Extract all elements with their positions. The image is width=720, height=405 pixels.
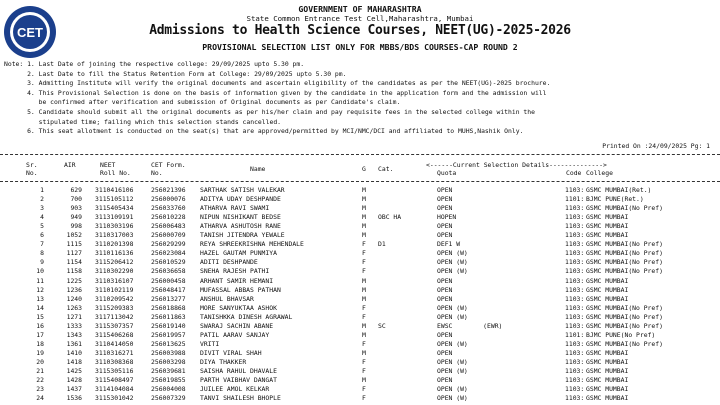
table-row (0, 358, 720, 367)
cell-cet: 256007329 (151, 394, 186, 403)
cell-quota: OPEN (437, 294, 453, 303)
cell-sr: 8 (40, 249, 44, 258)
cell-cet: 256036658 (151, 267, 186, 276)
cell-name: HAZEL GAUTAM PUNMIYA (200, 249, 277, 258)
cell-g: M (362, 376, 366, 385)
cell-cet: 256000076 (151, 195, 186, 204)
cell-quota: OPEN (W) (437, 303, 468, 312)
cell-college: BJMC PUNE(No Pref) (586, 330, 656, 339)
cell-sr: 15 (36, 312, 44, 321)
cell-air: 1425 (66, 367, 82, 375)
col-neet-roll: Roll No. (100, 169, 131, 177)
cell-sr: 13 (36, 294, 44, 303)
cell-neet: 3115405434 (95, 204, 134, 213)
cell-quota: OPEN (437, 222, 453, 231)
col-sr: Sr. (26, 161, 38, 169)
cell-code: 1101: (565, 195, 585, 204)
table-row (0, 213, 720, 222)
col-sr-no: No. (26, 169, 38, 177)
cell-code: 1103: (565, 294, 585, 303)
cell-sr: 18 (36, 339, 44, 348)
cell-g: F (362, 312, 366, 321)
cell-sr: 14 (36, 303, 44, 312)
cell-air: 1536 (66, 394, 82, 403)
table-row (0, 267, 720, 276)
cell-cet: 256004008 (151, 385, 186, 394)
cell-air: 1410 (66, 348, 82, 357)
cell-sr: 21 (36, 367, 44, 375)
cell-college: GSMC MUMBAI (586, 222, 629, 231)
cell-cat: OBC HA (378, 213, 402, 222)
cell-name: ADITI DESHPANDE (200, 258, 258, 267)
notes-block (4, 60, 716, 137)
cell-code: 1103: (565, 348, 585, 357)
note-line: stipulated time; failing which this selection stands cancelled. (4, 117, 282, 126)
cell-air: 1437 (66, 385, 82, 394)
cell-air: 1418 (66, 357, 82, 366)
cell-g: M (362, 204, 366, 213)
cell-quota: OPEN (437, 195, 453, 204)
cell-cat: D1 (378, 240, 386, 249)
cell-code: 1103: (565, 222, 585, 231)
cell-cet: 256021396 (151, 186, 186, 194)
cell-cet: 256048417 (151, 285, 186, 294)
cell-air: 1271 (66, 312, 82, 321)
cell-g: F (362, 267, 366, 276)
cell-college: GSMC MUMBAI(No Pref) (586, 258, 663, 267)
cell-quota: OPEN (W) (437, 312, 468, 321)
table-row (0, 258, 720, 267)
note-line: 4. This Provisional Selection is done on the basis of information given by the candidate in the application form and the admission will (4, 88, 547, 97)
cell-name: PATIL AARAV SANJAY (200, 330, 270, 339)
col-quota: Quota (437, 169, 457, 177)
cell-g: M (362, 294, 366, 303)
table-row (0, 322, 720, 331)
cell-name: TANVI SHAILESH BHOPLE (200, 394, 281, 403)
cell-cet: 256013625 (151, 339, 186, 348)
cell-air: 949 (70, 213, 82, 222)
cell-g: F (362, 394, 366, 403)
cell-quota: OPEN (W) (437, 394, 468, 403)
cell-college: GSMC MUMBAI(No Pref) (586, 339, 663, 348)
cell-code: 1103: (565, 186, 585, 194)
cell-college: GSMC MUMBAI(No Pref) (586, 240, 663, 249)
cell-name: TANISHKKA DINESH AGRAWAL (200, 312, 293, 321)
table-row (0, 195, 720, 204)
table-row (0, 367, 720, 376)
cell-sr: 22 (36, 376, 44, 385)
cell-college: GSMC MUMBAI(No Pref) (586, 321, 663, 330)
cell-neet: 3117113042 (95, 312, 134, 321)
cell-name: JUILEE AMOL KELKAR (200, 385, 270, 394)
cell-name: MUFASSAL ABBAS PATHAN (200, 285, 281, 294)
cell-neet: 3110414050 (95, 339, 134, 348)
cell-neet: 3115406268 (95, 330, 134, 339)
table-row (0, 204, 720, 213)
table-row (0, 231, 720, 240)
cell-name: TANISH JITENDRA YEWALE (200, 231, 285, 240)
cet-cell-heading: State Common Entrance Test Cell,Maharashtra, Mumbai (246, 14, 474, 23)
cell-code: 1103: (565, 339, 585, 348)
printed-on: Printed On :24/09/2025 Pg: 1 (602, 142, 710, 150)
cell-neet: 3114104084 (95, 385, 134, 394)
table-row (0, 186, 720, 195)
cell-air: 1236 (66, 285, 82, 294)
cell-quota: OPEN (W) (437, 367, 468, 375)
cell-quota: OPEN (W) (437, 385, 468, 394)
table-row (0, 331, 720, 340)
cell-college: GSMC MUMBAI (586, 348, 629, 357)
table-row (0, 376, 720, 385)
cell-code: 1103: (565, 385, 585, 394)
cell-name: DIYA THAKKER (200, 357, 247, 366)
cell-air: 629 (70, 186, 82, 194)
cell-code: 1103: (565, 303, 585, 312)
cell-air: 1127 (66, 249, 82, 258)
cell-quota: OPEN (437, 204, 453, 213)
cell-name: ADITYA UDAY DESHPANDE (200, 195, 281, 204)
cell-sr: 1 (40, 186, 44, 194)
cell-sr: 20 (36, 357, 44, 366)
cell-name: SAISHA RAHUL DHAVALE (200, 367, 277, 375)
cell-name: DIVIT VIRAL SHAH (200, 348, 262, 357)
cell-neet: 3115105112 (95, 195, 134, 204)
cell-neet: 3115408497 (95, 376, 134, 385)
col-air: AIR (64, 161, 76, 169)
cell-code: 1103: (565, 240, 585, 249)
cell-code: 1103: (565, 312, 585, 321)
cell-g: M (362, 330, 366, 339)
cell-sr: 23 (36, 385, 44, 394)
table-row (0, 249, 720, 258)
table-row (0, 349, 720, 358)
cell-quota: OPEN (W) (437, 339, 468, 348)
cell-name: NIPUN NISHIKANT BEDSE (200, 213, 281, 222)
cell-sr: 4 (40, 213, 44, 222)
cell-college: GSMC MUMBAI (586, 213, 629, 222)
cell-g: M (362, 231, 366, 240)
cell-g: F (362, 240, 366, 249)
cell-air: 998 (70, 222, 82, 231)
cell-air: 1263 (66, 303, 82, 312)
cell-college: GSMC MUMBAI (586, 357, 629, 366)
cell-code: 1103: (565, 267, 585, 276)
note-line: 6. This seat allotment is conducted on the seat(s) that are approved/permitted by MCI/NMC/DCI and affiliated to MUHS,Nashik Only. (4, 127, 524, 136)
cell-neet: 3110201398 (95, 240, 134, 249)
cell-quota: OPEN (437, 186, 453, 194)
cell-cet: 256003988 (151, 348, 186, 357)
cell-college: BJMC PUNE(Ret.) (586, 195, 644, 204)
col-gender: G (362, 165, 366, 173)
table-row (0, 286, 720, 295)
cell-neet: 3110302290 (95, 267, 134, 276)
cell-cet: 256010529 (151, 258, 186, 267)
cell-g: F (362, 303, 366, 312)
cell-college: GSMC MUMBAI (586, 367, 629, 375)
cell-sr: 24 (36, 394, 44, 403)
cell-college: GSMC MUMBAI(Ret.) (586, 186, 652, 194)
cell-air: 1115 (66, 240, 82, 249)
col-category: Cat. (378, 165, 394, 173)
cell-neet: 3110316107 (95, 276, 134, 285)
cell-quota: OPEN (437, 376, 453, 385)
cell-quota: OPEN (437, 276, 453, 285)
cell-neet: 3110416106 (95, 186, 134, 194)
cell-name: ARHANT SAMIR HEMANI (200, 276, 274, 285)
cell-air: 1428 (66, 376, 82, 385)
cell-college: GSMC MUMBAI(No Pref) (586, 249, 663, 258)
cell-code: 1103: (565, 367, 585, 375)
cell-air: 1052 (66, 231, 82, 240)
cell-neet: 3110308368 (95, 357, 134, 366)
cell-cet: 256018868 (151, 303, 186, 312)
cell-g: F (362, 249, 366, 258)
cell-g: M (362, 186, 366, 194)
cell-air: 1154 (66, 258, 82, 267)
cell-g: M (362, 348, 366, 357)
table-row (0, 394, 720, 403)
cell-quota: OPEN (W) (437, 249, 468, 258)
cell-code: 1103: (565, 213, 585, 222)
cell-neet: 3115206412 (95, 258, 134, 267)
cell-cet: 256033760 (151, 204, 186, 213)
cell-code: 1101: (565, 330, 585, 339)
cell-code: 1103: (565, 285, 585, 294)
cell-code: 1103: (565, 394, 585, 403)
cell-cet: 256003298 (151, 357, 186, 366)
table-row (0, 385, 720, 394)
cell-quota: OPEN (W) (437, 258, 468, 267)
cell-sr: 12 (36, 285, 44, 294)
cell-g: F (362, 339, 366, 348)
col-college: College (586, 169, 613, 177)
note-line: 2. Last Date to fill the Status Retention Form at College: 29/09/2025 upto 5.30 pm. (4, 69, 347, 78)
cell-air: 1343 (66, 330, 82, 339)
cell-sr: 11 (36, 276, 44, 285)
cell-sr: 5 (40, 222, 44, 231)
cell-cet: 256019957 (151, 330, 186, 339)
government-heading: GOVERNMENT OF MAHARASHTRA (298, 4, 422, 14)
cell-quota: OPEN (W) (437, 357, 468, 366)
col-neet: NEET (100, 161, 116, 169)
cell-college: GSMC MUMBAI (586, 394, 629, 403)
table-row (0, 295, 720, 304)
cell-cet: 256029299 (151, 240, 186, 249)
cell-cet: 256006483 (151, 222, 186, 231)
logo-text: CET (17, 25, 43, 40)
cell-sr: 10 (36, 267, 44, 276)
cell-name: VRITI (200, 339, 220, 348)
cell-sr: 7 (40, 240, 44, 249)
cell-neet: 3115307357 (95, 321, 134, 330)
cell-air: 1158 (66, 267, 82, 276)
page-title: Admissions to Health Science Courses, NEET(UG)-2025-2026 (149, 23, 571, 38)
cell-air: 903 (70, 204, 82, 213)
cell-air: 1225 (66, 276, 82, 285)
cell-quota: OPEN (437, 330, 453, 339)
cell-g: M (362, 195, 366, 204)
cell-college: GSMC MUMBAI (586, 231, 629, 240)
cell-air: 1240 (66, 294, 82, 303)
cell-quota: HOPEN (437, 213, 457, 222)
cell-code: 1103: (565, 249, 585, 258)
list-subtitle: PROVISIONAL SELECTION LIST ONLY FOR MBBS/BDS COURSES-CAP ROUND 2 (202, 42, 518, 52)
cell-g: M (362, 285, 366, 294)
cell-code: 1103: (565, 357, 585, 366)
note-line: be confirmed after verification and submission of Original documents as per Candidate's claim. (4, 98, 401, 107)
cell-neet: 3113109191 (95, 213, 134, 222)
cell-code: 1103: (565, 376, 585, 385)
cell-air: 1361 (66, 339, 82, 348)
cell-cet: 256010228 (151, 213, 186, 222)
table-row (0, 304, 720, 313)
cell-cet: 256019140 (151, 321, 186, 330)
cell-code: 1103: (565, 321, 585, 330)
cell-quota: OPEN (437, 348, 453, 357)
cell-name: ATHARVA ASHUTOSH RANE (200, 222, 281, 231)
cell-quota: DEF1 W (437, 240, 461, 249)
cell-college: GSMC MUMBAI(No Pref) (586, 204, 663, 213)
cell-name: SNEHA RAJESH PATHI (200, 267, 270, 276)
table-row (0, 340, 720, 349)
cell-college: GSMC MUMBAI(No Pref) (586, 312, 663, 321)
cell-sr: 9 (40, 258, 44, 267)
cell-sr: 17 (36, 330, 44, 339)
cell-cet: 256013277 (151, 294, 186, 303)
cell-name: PARTH VAIBHAV DANGAT (200, 376, 277, 385)
col-cet-no: No. (151, 169, 163, 177)
divider-header (0, 181, 720, 182)
cell-name: ATHARVA RAVI SWAMI (200, 204, 270, 213)
cell-name: SWARAJ SACHIN ABANE (200, 321, 274, 330)
cell-neet: 3110102119 (95, 285, 134, 294)
cell-name: REYA SHREEKRISHNA MEHENDALE (200, 240, 304, 249)
cell-neet: 3110209542 (95, 294, 134, 303)
col-cet: CET Form. (151, 161, 186, 169)
cell-g: F (362, 258, 366, 267)
note-line: Note: 1. Last Date of joining the respective college: 29/09/2025 upto 5.30 pm. (4, 60, 305, 68)
cell-cet: 256039681 (151, 367, 186, 375)
cell-air: 1333 (66, 321, 82, 330)
cell-g: M (362, 276, 366, 285)
cell-cet: 256019855 (151, 376, 186, 385)
table-row (0, 240, 720, 249)
table-row (0, 222, 720, 231)
cell-college: GSMC MUMBAI (586, 385, 629, 394)
cell-code: 1103: (565, 276, 585, 285)
cell-air: 700 (70, 195, 82, 204)
cell-neet: 3115209383 (95, 303, 134, 312)
table-row (0, 313, 720, 322)
cell-neet: 3110317003 (95, 231, 134, 240)
cell-neet: 3110116136 (95, 249, 134, 258)
cell-g: M (362, 222, 366, 231)
cell-neet: 3110316271 (95, 348, 134, 357)
cell-quota: OPEN (W) (437, 267, 468, 276)
cell-g: M (362, 321, 366, 330)
col-code: Code (566, 169, 582, 177)
cell-cet: 256000709 (151, 231, 186, 240)
cell-code: 1103: (565, 258, 585, 267)
col-name: Name (250, 165, 266, 173)
cell-college: GSMC MUMBAI(No Pref) (586, 267, 663, 276)
cell-g: M (362, 213, 366, 222)
cell-college: GSMC MUMBAI (586, 285, 629, 294)
cell-sr: 19 (36, 348, 44, 357)
cell-code: 1103: (565, 204, 585, 213)
table-row (0, 277, 720, 286)
cell-g: F (362, 357, 366, 366)
cell-quota: OPEN (437, 231, 453, 240)
cell-sr: 6 (40, 231, 44, 240)
cell-neet: 3110303196 (95, 222, 134, 231)
note-line: 3. Admitting Institute will verify the original documents and ascertain eligibility of the candidates as per the NEET(UG)-2025 brochure. (4, 79, 551, 88)
cell-college: GSMC MUMBAI (586, 294, 629, 303)
cell-college: GSMC MUMBAI (586, 276, 629, 285)
cell-neet: 3115301042 (95, 394, 134, 403)
divider-top (0, 154, 720, 155)
col-selection-details: <------Current Selection Details--------------> (426, 161, 607, 169)
cell-cet: 256011863 (151, 312, 186, 321)
cell-g: F (362, 385, 366, 394)
cell-cet: 256023084 (151, 249, 186, 258)
cell-cet: 256000458 (151, 276, 186, 285)
cell-code: 1103: (565, 231, 585, 240)
cell-g: F (362, 367, 366, 375)
cell-college: GSMC MUMBAI (586, 376, 629, 385)
cell-name: SARTHAK SATISH VALEKAR (200, 186, 285, 194)
cell-cat: SC (378, 321, 386, 330)
cell-quota: OPEN (437, 285, 453, 294)
cell-college: GSMC MUMBAI(No Pref) (586, 303, 663, 312)
note-line: 5. Candidate should submit all the original documents as per his/her claim and pay requisite fees in the selected college within the (4, 107, 535, 116)
cell-quota: EWSC (EWR) (437, 321, 503, 330)
cell-name: ANSHUL BHAVSAR (200, 294, 254, 303)
cell-neet: 3115305116 (95, 367, 134, 375)
cell-sr: 2 (40, 195, 44, 204)
cell-sr: 16 (36, 321, 44, 330)
cell-name: MORE SANYUKTAA ASHOK (200, 303, 277, 312)
cell-sr: 3 (40, 204, 44, 213)
